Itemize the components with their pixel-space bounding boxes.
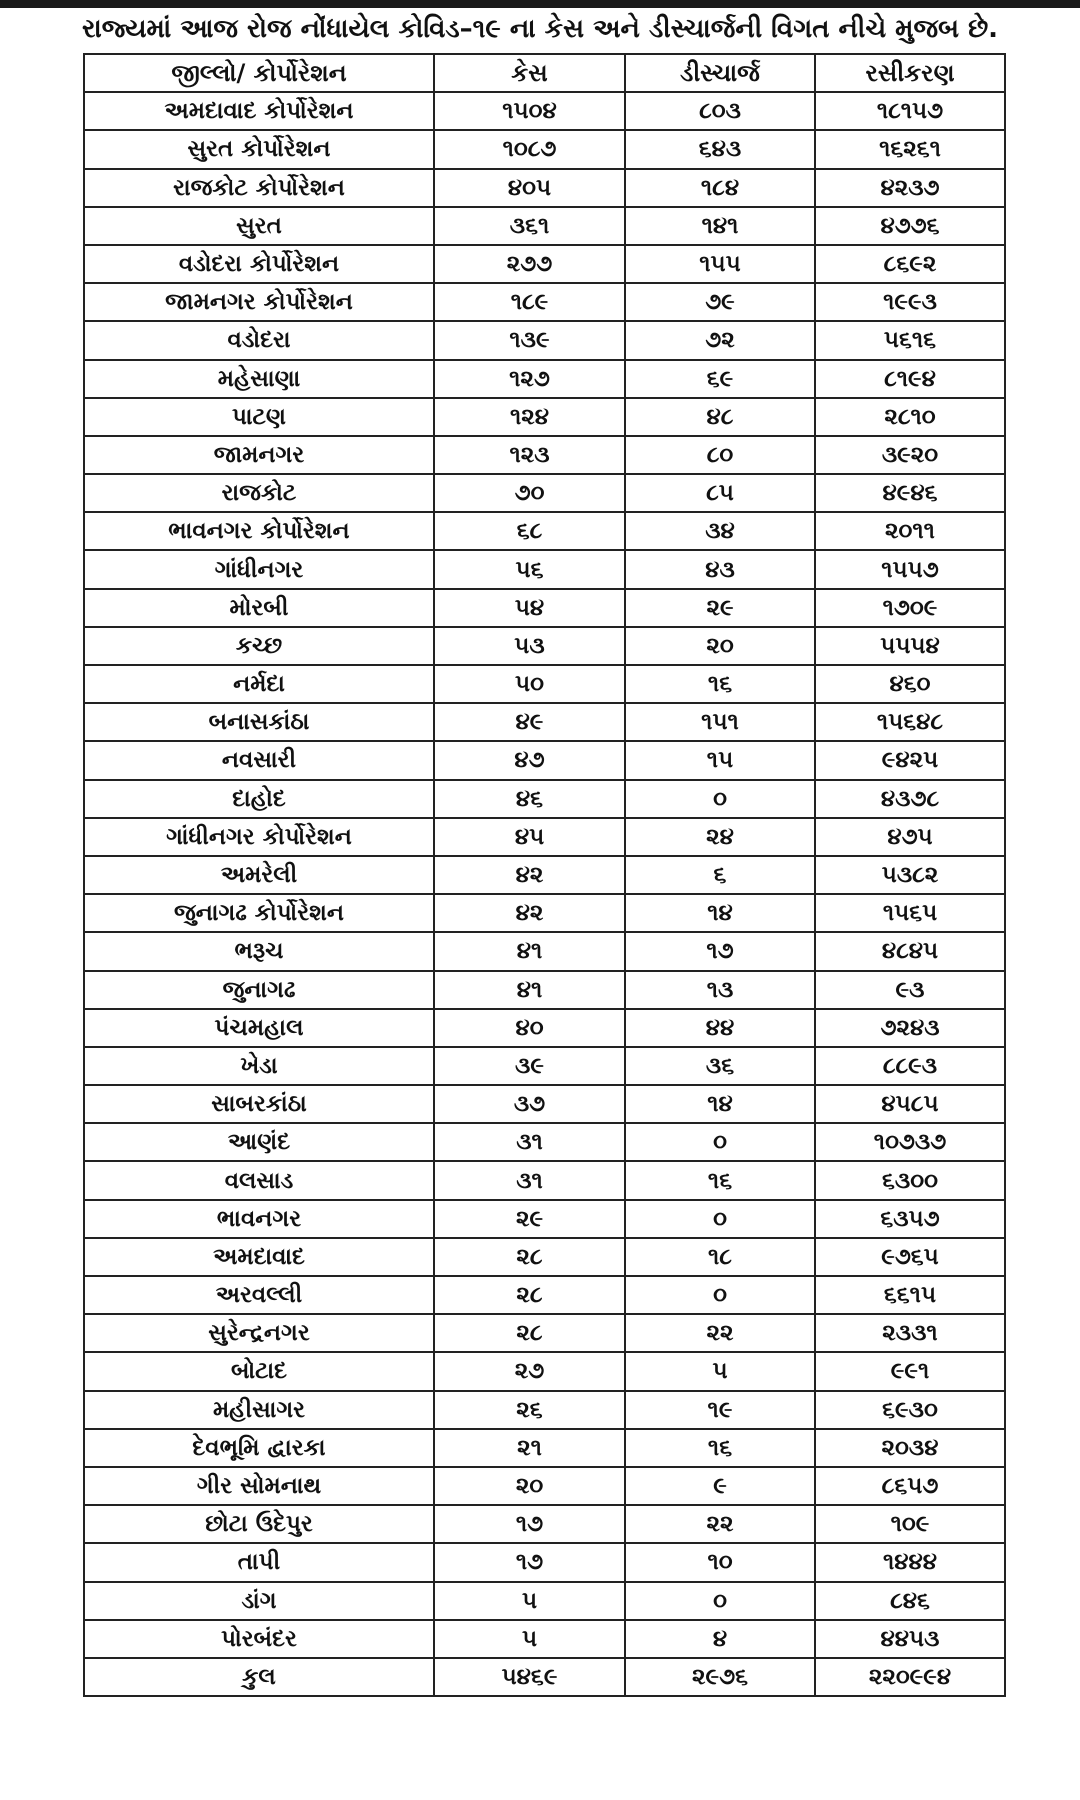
cell-discharge: ૧૩ (625, 971, 815, 1009)
cell-district: બનાસકાંઠા (84, 703, 434, 741)
table-row (84, 1009, 1005, 1047)
table-row (84, 1238, 1005, 1276)
table-row (84, 360, 1005, 398)
table-row (84, 665, 1005, 703)
header-vaccination: રસીકરણ (815, 54, 1005, 92)
cell-vaccination: ૪૩૭૮ (815, 780, 1005, 818)
cell-vaccination: ૫૩૮૨ (815, 856, 1005, 894)
table-row (84, 130, 1005, 168)
table-row (84, 703, 1005, 741)
cell-vaccination: ૨૮૧૦ (815, 398, 1005, 436)
cell-cases: ૪૦ (434, 1009, 625, 1047)
cell-cases: ૨૮ (434, 1276, 625, 1314)
cell-district: ભરૂચ (84, 932, 434, 970)
table-row (84, 550, 1005, 588)
cell-cases: ૨૮ (434, 1238, 625, 1276)
header-cases: કેસ (434, 54, 625, 92)
cell-discharge: ૦ (625, 1582, 815, 1620)
cell-district: સુરત (84, 207, 434, 245)
table-row (84, 780, 1005, 818)
cell-vaccination: ૯૩ (815, 971, 1005, 1009)
table-row (84, 1085, 1005, 1123)
cell-district: નવસારી (84, 741, 434, 779)
table-row (84, 971, 1005, 1009)
cell-cases: ૩૧ (434, 1123, 625, 1161)
table-row (84, 321, 1005, 359)
covid-district-table (83, 53, 1006, 1697)
cell-discharge: ૩૬ (625, 1047, 815, 1085)
cell-vaccination: ૭૨૪૩ (815, 1009, 1005, 1047)
cell-district: રાજકોટ (84, 474, 434, 512)
cell-vaccination: ૧૦૯ (815, 1505, 1005, 1543)
cell-district: અમદાવાદ કોર્પોરેશન (84, 92, 434, 130)
cell-vaccination: ૯૪૨૫ (815, 741, 1005, 779)
cell-vaccination: ૪૬૦ (815, 665, 1005, 703)
cell-cases: ૧૫૦૪ (434, 92, 625, 130)
cell-district: કુલ (84, 1658, 434, 1696)
table-row (84, 1543, 1005, 1581)
cell-district: ભાવનગર (84, 1200, 434, 1238)
table-row (84, 207, 1005, 245)
cell-district: છોટા ઉદેપુર (84, 1505, 434, 1543)
header-district: જીલ્લો/ કોર્પોરેશન (84, 54, 434, 92)
cell-cases: ૨૧ (434, 1429, 625, 1467)
cell-discharge: ૫ (625, 1352, 815, 1390)
table-row (84, 1123, 1005, 1161)
cell-discharge: ૧૮ (625, 1238, 815, 1276)
cell-district: અમરેલી (84, 856, 434, 894)
cell-vaccination: ૧૦૭૩૭ (815, 1123, 1005, 1161)
cell-district: ગીર સોમનાથ (84, 1467, 434, 1505)
table-row (84, 589, 1005, 627)
table-row (84, 1467, 1005, 1505)
cell-district: અમદાવાદ (84, 1238, 434, 1276)
cell-discharge: ૧૬ (625, 1161, 815, 1199)
cell-discharge: ૧૫૧ (625, 703, 815, 741)
cell-vaccination: ૧૭૦૯ (815, 589, 1005, 627)
cell-district: જુનાગઢ કોર્પોરેશન (84, 894, 434, 932)
cell-discharge: ૦ (625, 1276, 815, 1314)
cell-district: રાજકોટ કોર્પોરેશન (84, 169, 434, 207)
table-row (84, 894, 1005, 932)
table-row (84, 1505, 1005, 1543)
cell-vaccination: ૮૧૯૪ (815, 360, 1005, 398)
cell-cases: ૪૨ (434, 894, 625, 932)
cell-district: અરવલ્લી (84, 1276, 434, 1314)
cell-discharge: ૮૦૩ (625, 92, 815, 130)
cell-district: બોટાદ (84, 1352, 434, 1390)
table-row (84, 1620, 1005, 1658)
cell-district: મોરબી (84, 589, 434, 627)
table-row (84, 741, 1005, 779)
table-row (84, 169, 1005, 207)
cell-district: નર્મદા (84, 665, 434, 703)
cell-vaccination: ૪૮૪૫ (815, 932, 1005, 970)
cell-discharge: ૨૪ (625, 818, 815, 856)
cell-discharge: ૧૪૧ (625, 207, 815, 245)
cell-discharge: ૮૦ (625, 436, 815, 474)
cell-vaccination: ૨૩૩૧ (815, 1314, 1005, 1352)
cell-vaccination: ૪૭૫ (815, 818, 1005, 856)
cell-discharge: ૨૨ (625, 1314, 815, 1352)
cell-cases: ૨૬ (434, 1391, 625, 1429)
cell-cases: ૨૭ (434, 1352, 625, 1390)
table-row (84, 1582, 1005, 1620)
cell-discharge: ૧૬ (625, 1429, 815, 1467)
cell-district: તાપી (84, 1543, 434, 1581)
cell-district: ભાવનગર કોર્પોરેશન (84, 512, 434, 550)
cell-cases: ૧૦૮૭ (434, 130, 625, 168)
cell-vaccination: ૬૩૫૭ (815, 1200, 1005, 1238)
cell-vaccination: ૧૫૬૫ (815, 894, 1005, 932)
cell-discharge: ૨૯૭૬ (625, 1658, 815, 1696)
table-row (84, 474, 1005, 512)
table-row (84, 92, 1005, 130)
cell-discharge: ૧૬ (625, 665, 815, 703)
table-row (84, 1429, 1005, 1467)
cell-vaccination: ૮૬૯૨ (815, 245, 1005, 283)
cell-discharge: ૧૫૫ (625, 245, 815, 283)
cell-vaccination: ૪૯૪૬ (815, 474, 1005, 512)
cell-cases: ૪૭ (434, 741, 625, 779)
cell-vaccination: ૨૦૧૧ (815, 512, 1005, 550)
table-total-row (84, 1658, 1005, 1696)
cell-cases: ૫૪ (434, 589, 625, 627)
cell-cases: ૫૩ (434, 627, 625, 665)
table-row (84, 1047, 1005, 1085)
cell-district: ડાંગ (84, 1582, 434, 1620)
cell-cases: ૧૩૯ (434, 321, 625, 359)
cell-district: કચ્છ (84, 627, 434, 665)
cell-cases: ૧૨૪ (434, 398, 625, 436)
cell-discharge: ૧૯ (625, 1391, 815, 1429)
cell-discharge: ૨૦ (625, 627, 815, 665)
cell-cases: ૪૦૫ (434, 169, 625, 207)
cell-cases: ૫૪૬૯ (434, 1658, 625, 1696)
cell-vaccination: ૫૬૧૬ (815, 321, 1005, 359)
header-discharge: ડીસ્ચાર્જ (625, 54, 815, 92)
cell-vaccination: ૮૪૬ (815, 1582, 1005, 1620)
cell-cases: ૫ (434, 1620, 625, 1658)
cell-discharge: ૧૦ (625, 1543, 815, 1581)
cell-vaccination: ૩૯૨૦ (815, 436, 1005, 474)
cell-cases: ૪૧ (434, 932, 625, 970)
table-row (84, 1200, 1005, 1238)
cell-discharge: ૧૮૪ (625, 169, 815, 207)
cell-district: જામનગર (84, 436, 434, 474)
cell-vaccination: ૪૪૫૩ (815, 1620, 1005, 1658)
cell-discharge: ૩૪ (625, 512, 815, 550)
cell-district: સુરેન્દ્રનગર (84, 1314, 434, 1352)
cell-district: જુનાગઢ (84, 971, 434, 1009)
top-border-bar (0, 0, 1080, 8)
cell-district: ગાંધીનગર (84, 550, 434, 588)
table-row (84, 245, 1005, 283)
cell-vaccination: ૪૭૭૬ (815, 207, 1005, 245)
cell-cases: ૫૦ (434, 665, 625, 703)
cell-cases: ૪૬ (434, 780, 625, 818)
cell-cases: ૨૮ (434, 1314, 625, 1352)
table-row (84, 818, 1005, 856)
cell-vaccination: ૧૫૬૪૮ (815, 703, 1005, 741)
cell-vaccination: ૪૫૮૫ (815, 1085, 1005, 1123)
cell-vaccination: ૯૭૬૫ (815, 1238, 1005, 1276)
table-row (84, 283, 1005, 321)
cell-district: દેવભૂમિ દ્વારકા (84, 1429, 434, 1467)
cell-cases: ૩૯ (434, 1047, 625, 1085)
cell-cases: ૫૬ (434, 550, 625, 588)
cell-discharge: ૯ (625, 1467, 815, 1505)
cell-discharge: ૦ (625, 780, 815, 818)
cell-discharge: ૧૫ (625, 741, 815, 779)
cell-cases: ૩૬૧ (434, 207, 625, 245)
covid-table-container (83, 53, 1004, 1697)
cell-discharge: ૧૪ (625, 1085, 815, 1123)
cell-discharge: ૭૯ (625, 283, 815, 321)
table-row (84, 932, 1005, 970)
table-row (84, 436, 1005, 474)
cell-cases: ૩૧ (434, 1161, 625, 1199)
cell-cases: ૪૧ (434, 971, 625, 1009)
cell-district: સુરત કોર્પોરેશન (84, 130, 434, 168)
cell-district: ગાંધીનગર કોર્પોરેશન (84, 818, 434, 856)
page-title: રાજ્યમાં આજ રોજ નોંધાયેલ કોવિડ–૧૯ ના કેસ અને ડીસ્ચાર્જની વિગત નીચે મુજબ છે. (81, 14, 999, 44)
cell-district: વલસાડ (84, 1161, 434, 1199)
cell-cases: ૧૮૯ (434, 283, 625, 321)
cell-vaccination: ૬૬૧૫ (815, 1276, 1005, 1314)
cell-cases: ૪૨ (434, 856, 625, 894)
table-row (84, 1314, 1005, 1352)
cell-cases: ૧૨૩ (434, 436, 625, 474)
cell-cases: ૩૭ (434, 1085, 625, 1123)
table-row (84, 856, 1005, 894)
cell-vaccination: ૧૪૪૪ (815, 1543, 1005, 1581)
cell-cases: ૬૮ (434, 512, 625, 550)
cell-district: પંચમહાલ (84, 1009, 434, 1047)
cell-cases: ૧૨૭ (434, 360, 625, 398)
cell-cases: ૫ (434, 1582, 625, 1620)
table-row (84, 1391, 1005, 1429)
cell-district: આણંદ (84, 1123, 434, 1161)
cell-district: મહીસાગર (84, 1391, 434, 1429)
cell-discharge: ૪ (625, 1620, 815, 1658)
cell-vaccination: ૮૮૯૩ (815, 1047, 1005, 1085)
table-row (84, 1276, 1005, 1314)
cell-vaccination: ૮૬૫૭ (815, 1467, 1005, 1505)
table-row (84, 1352, 1005, 1390)
cell-vaccination: ૧૯૯૩ (815, 283, 1005, 321)
cell-vaccination: ૫૫૫૪ (815, 627, 1005, 665)
cell-district: પાટણ (84, 398, 434, 436)
cell-discharge: ૨૯ (625, 589, 815, 627)
cell-vaccination: ૪૨૩૭ (815, 169, 1005, 207)
cell-discharge: ૬૯ (625, 360, 815, 398)
cell-cases: ૨૦ (434, 1467, 625, 1505)
cell-vaccination: ૨૨૦૯૯૪ (815, 1658, 1005, 1696)
table-row (84, 512, 1005, 550)
cell-vaccination: ૨૦૩૪ (815, 1429, 1005, 1467)
table-row (84, 398, 1005, 436)
cell-cases: ૪૯ (434, 703, 625, 741)
cell-vaccination: ૬૩૦૦ (815, 1161, 1005, 1199)
cell-discharge: ૪૮ (625, 398, 815, 436)
cell-district: વડોદરા (84, 321, 434, 359)
cell-discharge: ૭૨ (625, 321, 815, 359)
table-row (84, 1161, 1005, 1199)
table-body (84, 92, 1005, 1696)
cell-cases: ૪૫ (434, 818, 625, 856)
cell-district: પોરબંદર (84, 1620, 434, 1658)
cell-discharge: ૦ (625, 1200, 815, 1238)
cell-discharge: ૬ (625, 856, 815, 894)
table-header-row (84, 54, 1005, 92)
cell-cases: ૧૭ (434, 1505, 625, 1543)
cell-discharge: ૧૪ (625, 894, 815, 932)
cell-district: ખેડા (84, 1047, 434, 1085)
cell-cases: ૭૦ (434, 474, 625, 512)
cell-discharge: ૪૪ (625, 1009, 815, 1047)
cell-discharge: ૧૭ (625, 932, 815, 970)
cell-district: મહેસાણા (84, 360, 434, 398)
cell-vaccination: ૬૯૩૦ (815, 1391, 1005, 1429)
cell-discharge: ૦ (625, 1123, 815, 1161)
cell-discharge: ૬૪૩ (625, 130, 815, 168)
cell-discharge: ૨૨ (625, 1505, 815, 1543)
cell-district: સાબરકાંઠા (84, 1085, 434, 1123)
cell-discharge: ૪૩ (625, 550, 815, 588)
cell-discharge: ૮૫ (625, 474, 815, 512)
cell-vaccination: ૯૯૧ (815, 1352, 1005, 1390)
cell-cases: ૨૯ (434, 1200, 625, 1238)
cell-district: જામનગર કોર્પોરેશન (84, 283, 434, 321)
cell-vaccination: ૧૬૨૬૧ (815, 130, 1005, 168)
cell-vaccination: ૧૮૧૫૭ (815, 92, 1005, 130)
cell-district: દાહોદ (84, 780, 434, 818)
cell-vaccination: ૧૫૫૭ (815, 550, 1005, 588)
cell-district: વડોદરા કોર્પોરેશન (84, 245, 434, 283)
cell-cases: ૧૭ (434, 1543, 625, 1581)
cell-cases: ૨૭૭ (434, 245, 625, 283)
table-row (84, 627, 1005, 665)
